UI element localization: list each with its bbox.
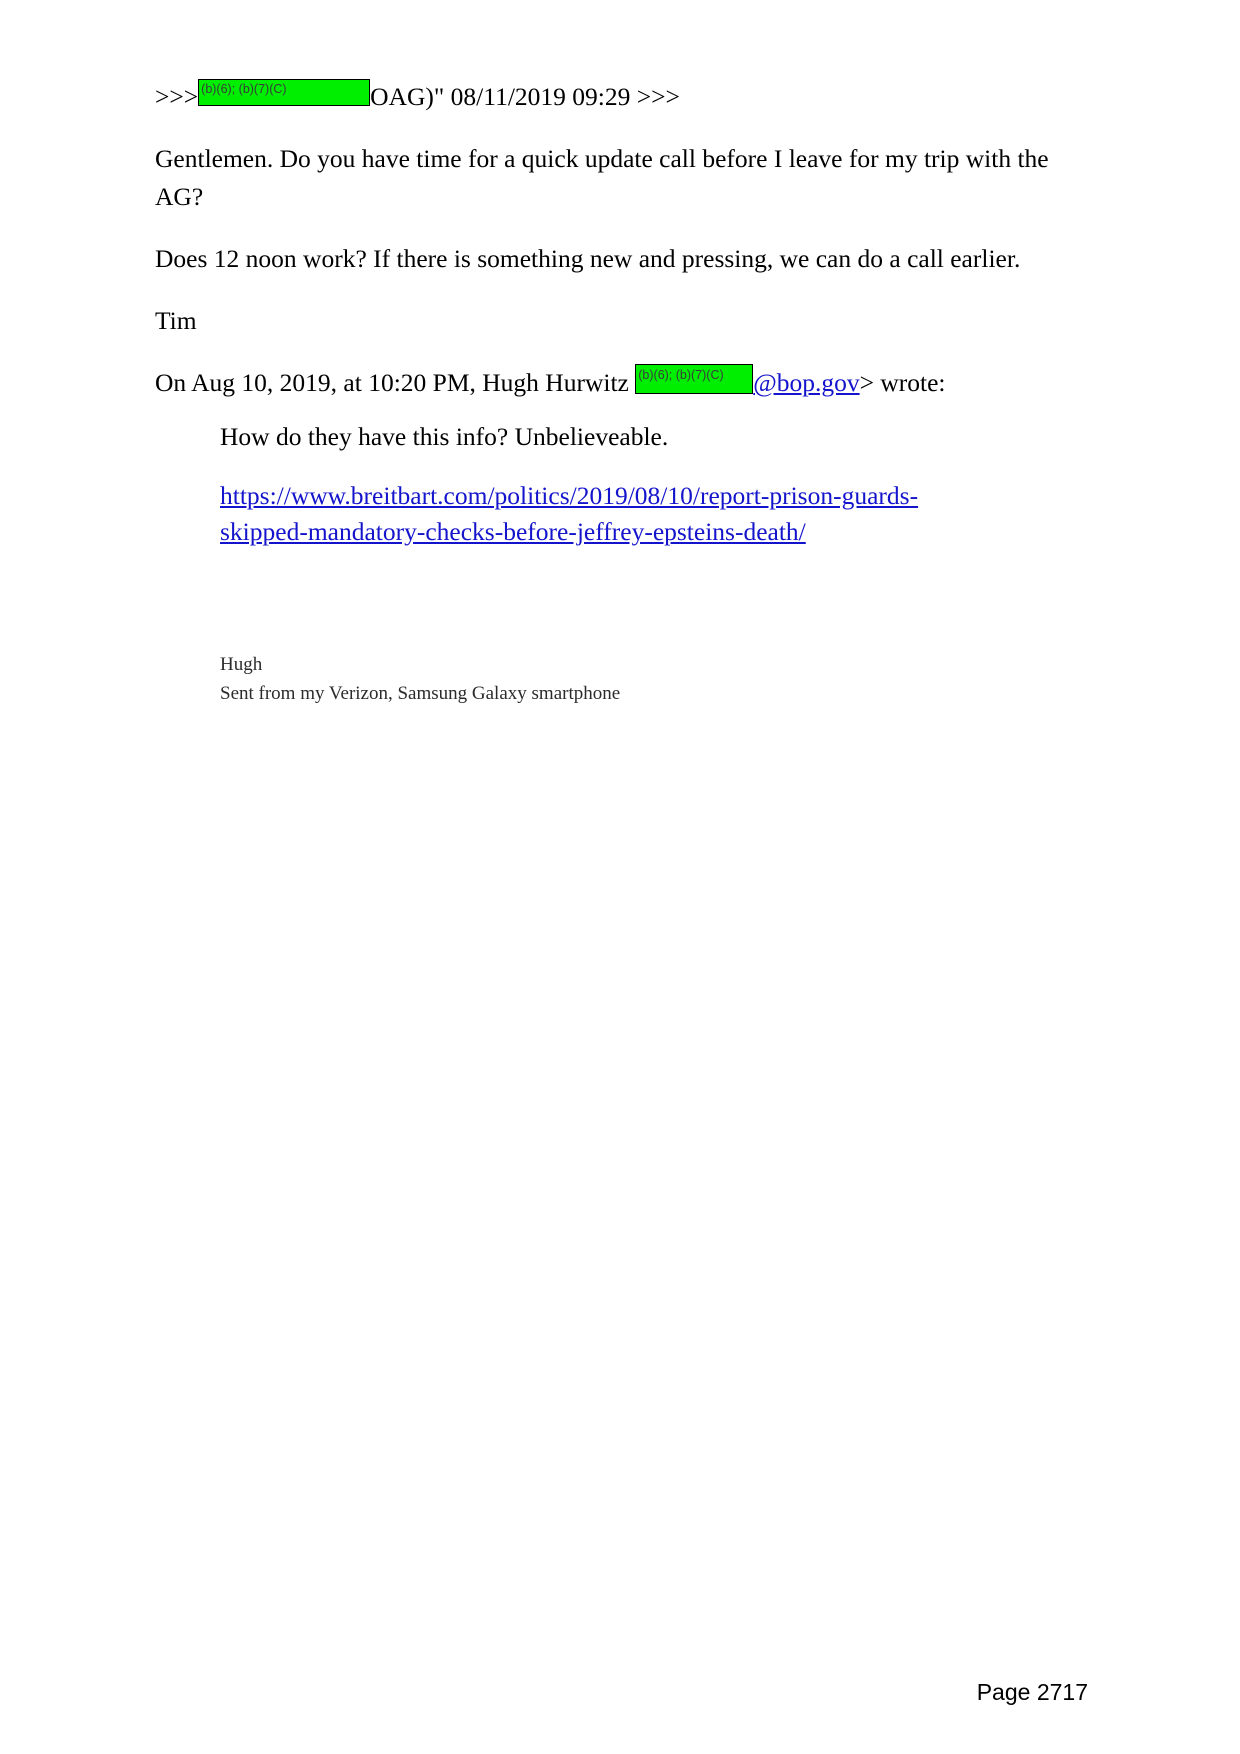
quoted-link-paragraph: [220, 478, 1020, 550]
signature-name: Hugh: [220, 654, 263, 675]
breitbart-article-link[interactable]: [220, 478, 960, 550]
attribution-prefix: On Aug 10, 2019, at 10:20 PM, Hugh Hurwitz: [155, 368, 636, 397]
quoted-text: How do they have this info? Unbelieveable.: [220, 422, 669, 451]
url-line-2: skipped-mandatory-checks-before-jeffrey-epsteins-death/: [220, 517, 806, 546]
redaction-box-sender: (b)(6); (b)(7)(C): [198, 79, 370, 106]
email-body: [155, 78, 1095, 426]
page-number: Page 2717: [976, 1679, 1088, 1705]
quote-attribution-line: [155, 364, 1095, 402]
forward-header-suffix: OAG)" 08/11/2019 09:29 >>>: [370, 82, 680, 111]
quoted-message: [220, 418, 1020, 572]
paragraph-signoff: Tim: [155, 306, 197, 335]
email-domain-link[interactable]: @bop.gov: [753, 368, 860, 397]
attribution-suffix: > wrote:: [859, 368, 946, 397]
url-line-1: https://www.breitbart.com/politics/2019/08/10/report-prison-guards-: [220, 481, 919, 510]
mobile-signature: [220, 650, 620, 708]
redaction-box-email: (b)(6); (b)(7)(C): [635, 364, 753, 394]
forward-header-line: [155, 78, 1095, 116]
signature-sent-from: Sent from my Verizon, Samsung Galaxy smartphone: [220, 683, 621, 704]
paragraph-greeting: Gentlemen. Do you have time for a quick update call before I leave for my trip with the AG?: [155, 144, 1049, 211]
paragraph-time-question: Does 12 noon work? If there is something new and pressing, we can do a call earlier.: [155, 244, 1021, 273]
forward-header-prefix: >>>: [155, 82, 199, 111]
